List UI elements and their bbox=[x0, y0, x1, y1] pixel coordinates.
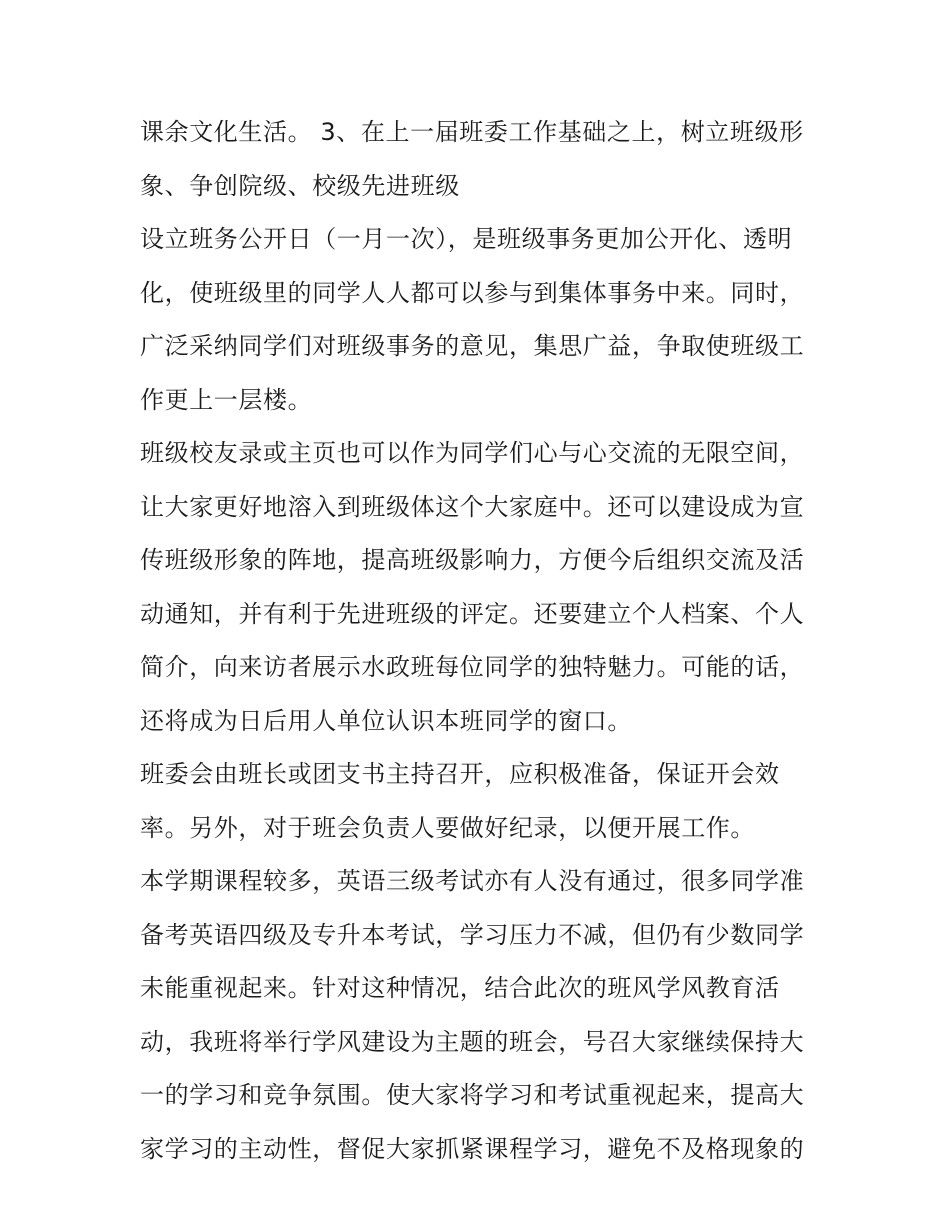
text-line: 简介，向来访者展示水政班每位同学的独特魅力。可能的话， bbox=[140, 653, 805, 681]
text-line: 象、争创院级、校级先进班级 bbox=[140, 171, 460, 200]
text-line: 动通知，并有利于先进班级的评定。还要建立个人档案、个人 bbox=[140, 599, 805, 628]
text-line: 率。另外，对于班会负责人要做好纪录，以便开展工作。 bbox=[140, 813, 755, 842]
text-line: 本学期课程较多，英语三级考试亦有人没有通过，很多同学准 bbox=[140, 867, 805, 895]
text-line: 动，我班将举行学风建设为主题的班会，号召大家继续保持大 bbox=[140, 1027, 805, 1056]
text-line: 备考英语四级及专升本考试，学习压力不减，但仍有少数同学 bbox=[140, 920, 805, 949]
text-line: 未能重视起来。针对这种情况，结合此次的班风学风教育活 bbox=[140, 974, 780, 1002]
text-line: 班级校友录或主页也可以作为同学们心与心交流的无限空间， bbox=[140, 439, 805, 467]
text-line: 让大家更好地溶入到班级体这个大家庭中。还可以建设成为宣 bbox=[140, 492, 805, 521]
document-body bbox=[140, 106, 815, 1176]
text-line: 课余文化生活。 3、在上一届班委工作基础之上，树立班级形 bbox=[140, 118, 804, 146]
text-line: 家学习的主动性，督促大家抓紧课程学习，避免不及格现象的 bbox=[140, 1134, 805, 1163]
text-line: 一的学习和竞争氛围。使大家将学习和考试重视起来，提高大 bbox=[140, 1081, 805, 1109]
text-line: 化，使班级里的同学人人都可以参与到集体事务中来。同时， bbox=[140, 278, 805, 307]
text-line: 作更上一层楼。 bbox=[140, 385, 313, 414]
text-line: 还将成为日后用人单位认识本班同学的窗口。 bbox=[140, 706, 632, 735]
text-line: 传班级形象的阵地，提高班级影响力，方便今后组织交流及活 bbox=[140, 546, 805, 574]
text-line: 班委会由班长或团支书主持召开，应积极准备，保证开会效 bbox=[140, 760, 780, 788]
text-line: 设立班务公开日（一月一次），是班级事务更加公开化、透明 bbox=[140, 225, 793, 253]
text-line: 广泛采纳同学们对班级事务的意见，集思广益，争取使班级工 bbox=[140, 332, 805, 360]
